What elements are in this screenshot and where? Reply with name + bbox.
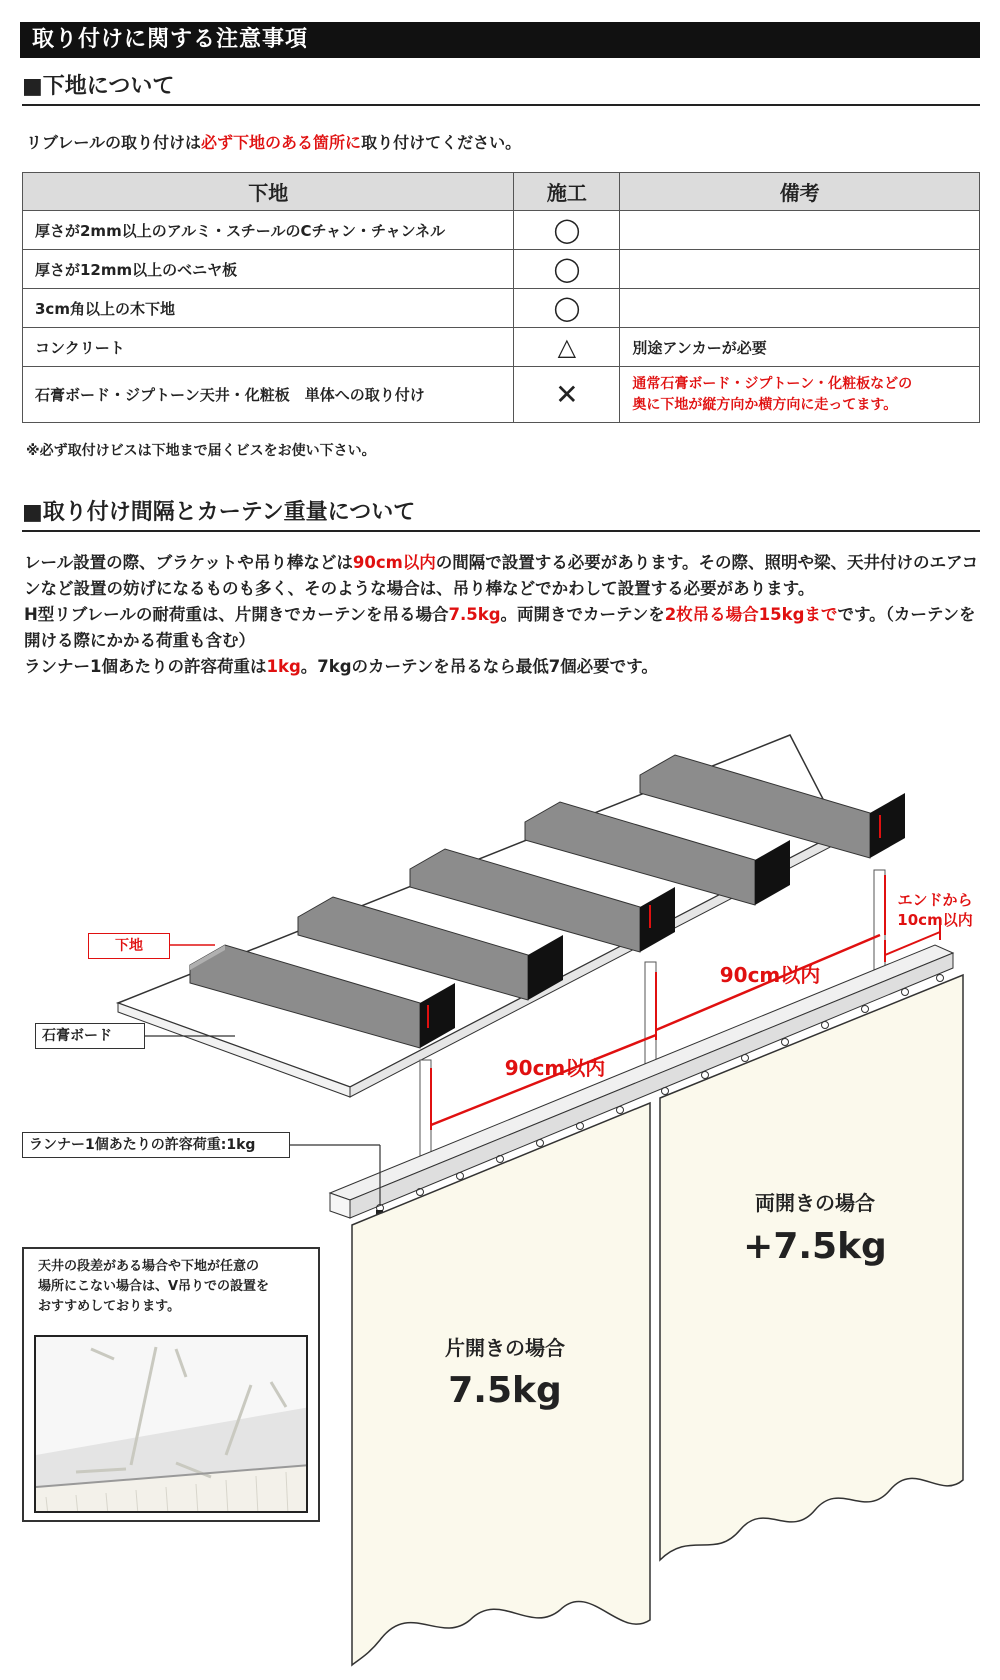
left-curtain-weight: 7.5kg bbox=[448, 1370, 562, 1411]
cell-mark: ◯ bbox=[514, 211, 620, 250]
base-material-table bbox=[22, 172, 980, 423]
header-base: 下地 bbox=[23, 173, 514, 211]
label-runner-load: ランナー1個あたりの許容荷重:1kg bbox=[22, 1132, 290, 1158]
header-work: 施工 bbox=[514, 173, 620, 211]
paragraph-bracket bbox=[24, 550, 984, 602]
table-row bbox=[23, 289, 980, 328]
cell-mark: △ bbox=[514, 328, 620, 367]
text-part: 。7kgのカーテンを吊るなら最低7個必要です。 bbox=[300, 657, 658, 676]
intro-emphasis: 必ず下地のある箇所に bbox=[201, 133, 362, 152]
v-hanging-line: おすすめしております。 bbox=[38, 1299, 181, 1314]
cell-mark: ◯ bbox=[514, 250, 620, 289]
cell-note bbox=[620, 289, 980, 328]
intro-text bbox=[26, 130, 521, 153]
intro-part: 取り付けてください。 bbox=[361, 133, 522, 152]
cell-note: 通常石膏ボード・ジプトーン・化粧板などの 奥に下地が縦方向か横方向に走ってます。 bbox=[620, 367, 980, 423]
text-part: の間隔で設置する必要があります。その際、照明や梁、天井付けのエアコンなど設置の妨げになるものも多く、そのような場合は、吊り棒などでかわして設置する必要があります。 bbox=[24, 553, 979, 598]
cell-note bbox=[620, 211, 980, 250]
end-label: エンドから bbox=[897, 891, 973, 909]
text-part: レール設置の際、ブラケットや吊り棒などは bbox=[24, 553, 353, 572]
intro-part: リブレールの取り付けは bbox=[26, 133, 202, 152]
hanging-rod bbox=[874, 870, 885, 982]
table-row bbox=[23, 211, 980, 250]
cell-base: 厚さが12mm以上のベニヤ板 bbox=[23, 250, 514, 289]
hanging-rod bbox=[645, 962, 656, 1072]
spacing-label: 90cm以内 bbox=[504, 1056, 606, 1080]
page-header: 取り付けに関する注意事項 bbox=[20, 22, 980, 58]
right-curtain-title: 両開きの場合 bbox=[755, 1191, 875, 1215]
cell-mark: ✕ bbox=[514, 367, 620, 423]
footnote: ※必ず取付けビスは下地まで届くビスをお使い下さい。 bbox=[26, 443, 376, 459]
text-emphasis: 1kg bbox=[266, 657, 301, 676]
v-hanging-photo bbox=[34, 1335, 308, 1513]
v-hanging-note bbox=[22, 1247, 320, 1522]
text-part: 。両開きでカーテンを bbox=[500, 605, 665, 624]
text-emphasis: 2枚吊る場合15kgまで bbox=[664, 605, 838, 624]
end-label: 10cm以内 bbox=[897, 911, 973, 929]
cell-base: 3cm角以上の木下地 bbox=[23, 289, 514, 328]
paragraph-runner bbox=[24, 654, 984, 680]
v-hanging-line: 天井の段差がある場合や下地が任意の bbox=[38, 1259, 260, 1274]
text-part: ランナー1個あたりの許容荷重は bbox=[24, 657, 267, 676]
label-base: 下地 bbox=[88, 933, 170, 959]
v-hanging-illustration bbox=[36, 1337, 308, 1513]
installation-diagram bbox=[0, 720, 1000, 1680]
cell-mark: ◯ bbox=[514, 289, 620, 328]
table-header-row bbox=[23, 173, 980, 211]
cell-note bbox=[620, 250, 980, 289]
v-hanging-line: 場所にこない場合は、V吊りでの設置を bbox=[38, 1279, 270, 1294]
cell-base: 石膏ボード・ジプトーン天井・化粧板 単体への取り付け bbox=[23, 367, 514, 423]
section-title-spacing: ■取り付け間隔とカーテン重量について bbox=[22, 498, 980, 532]
section-title-base: ■下地について bbox=[22, 72, 980, 106]
text-emphasis: 90cm以内 bbox=[352, 553, 436, 572]
spacing-label: 90cm以内 bbox=[719, 963, 821, 987]
table-row bbox=[23, 250, 980, 289]
v-hanging-text bbox=[24, 1249, 318, 1317]
spacing-description bbox=[24, 550, 984, 680]
cell-note: 別途アンカーが必要 bbox=[620, 328, 980, 367]
left-curtain-title: 片開きの場合 bbox=[445, 1336, 565, 1360]
cell-base: コンクリート bbox=[23, 328, 514, 367]
right-curtain-weight: +7.5kg bbox=[743, 1226, 887, 1267]
table-row bbox=[23, 367, 980, 423]
cell-base: 厚さが2mm以上のアルミ・スチールのCチャン・チャンネル bbox=[23, 211, 514, 250]
text-part: H型リブレールの耐荷重は、片開きでカーテンを吊る場合 bbox=[24, 605, 449, 624]
paragraph-load bbox=[24, 602, 984, 654]
text-part: です。（カーテンを開ける際にかかる荷重も含む） bbox=[24, 605, 976, 650]
header-note: 備考 bbox=[620, 173, 980, 211]
text-emphasis: 7.5kg bbox=[448, 605, 501, 624]
label-gypsum-board: 石膏ボード bbox=[35, 1023, 145, 1049]
table-row bbox=[23, 328, 980, 367]
